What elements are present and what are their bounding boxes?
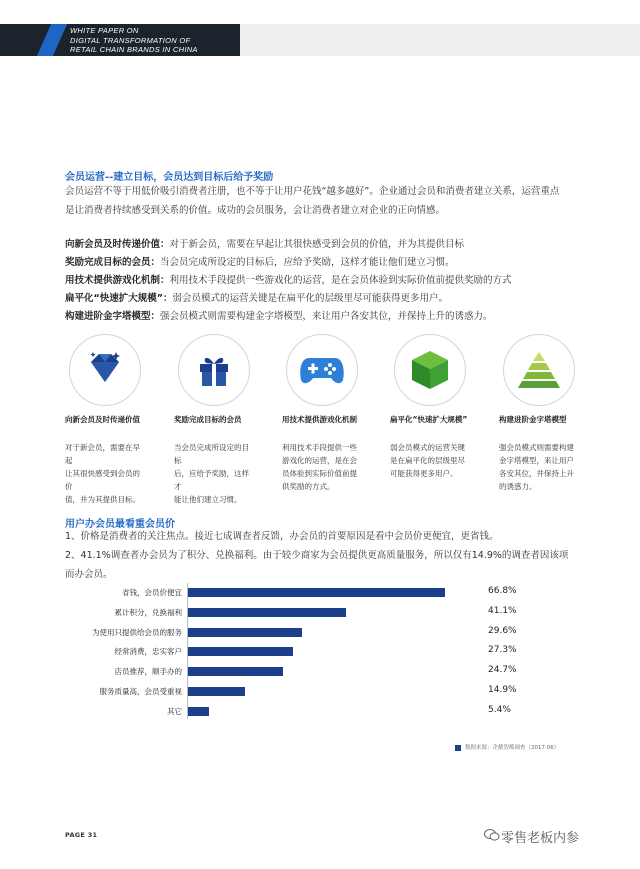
section1-title: 会员运营--建立目标，会员达到目标后给予奖励	[65, 172, 274, 183]
banner-title-line3: RETAIL CHAIN BRANDS IN CHINA	[70, 45, 198, 54]
pyramid-icon	[517, 350, 561, 390]
chart-source	[455, 743, 559, 751]
bar	[188, 628, 302, 637]
strategy-key: 扁平化“快速扩大规模”：	[65, 293, 173, 304]
bar	[188, 588, 445, 597]
section2-point1: 1、价格是消费者的关注焦点。接近七成调查者反馈，办会员的首要原因是看中会员价更便宜，更省钱。	[65, 531, 499, 542]
bar-value-label: 27.3%	[488, 645, 517, 656]
card-text-line: 员体验到实际价值前提	[282, 469, 357, 478]
card-text	[282, 441, 364, 493]
card-text-line: 值，并为其提供目标。	[65, 495, 140, 504]
card-text-line: 的诱惑力。	[499, 482, 537, 491]
strategy-item	[65, 308, 493, 326]
source-marker	[455, 745, 461, 751]
strategy-item	[65, 272, 512, 290]
bar-label: 经常消费，忠实客户	[114, 647, 182, 657]
section1-para-line1: 会员运营不等于用低价吸引消费者注册，也不等于让用户花钱“越多越好”。企业通过会员和消费者建立关系，运营重点	[65, 186, 560, 197]
strategy-card-pyramid	[499, 334, 579, 493]
card-text-line: 金字塔模型，来让用户	[499, 456, 574, 465]
strategy-text: 当会员完成所设定的目标后，应给予奖励，这样才能让他们建立习惯。	[160, 257, 455, 268]
strategy-key: 向新会员及时传递价值：	[65, 239, 170, 250]
card-text-line: 对于新会员，需要在早起	[65, 443, 140, 465]
strategy-item	[65, 290, 448, 308]
strategy-card-diamond	[65, 334, 145, 506]
bar-label: 为使用只提供给会员的服务	[92, 627, 182, 637]
card-text-line: 供奖励的方式。	[282, 482, 335, 491]
source-text: 数据来源：企鹅智酷调查（2017.06）	[465, 745, 560, 751]
icon-circle	[286, 334, 358, 406]
card-text-line: 弱会员模式的运营关键	[390, 443, 465, 452]
card-text-line: 可能获得更多用户。	[390, 469, 458, 478]
section1-para-line2: 是让消费者持续感受到关系的价值。成功的会员服务，会让消费者建立对企业的正向情感。	[65, 205, 446, 216]
strategy-card-gamepad	[282, 334, 362, 493]
section2-point2-line2: 而办会员。	[65, 569, 113, 580]
strategy-text: 弱会员模式的运营关键是在扁平化的层级里尽可能获得更多用户。	[172, 293, 449, 304]
bar-label: 店员推荐，顺手办的	[114, 667, 182, 677]
card-text-line: 让其很快感受到会员的价	[65, 469, 140, 491]
card-title: 向新会员及时传递价值	[65, 415, 140, 424]
icon-circle	[69, 334, 141, 406]
bar-label: 累计积分，兑换福利	[114, 607, 182, 617]
card-text	[390, 441, 472, 480]
watermark-text: 零售老板内参	[501, 831, 580, 846]
card-text	[174, 441, 256, 506]
banner-title-line1: WHITE PAPER ON	[70, 26, 139, 35]
strategy-text: 利用技术手段提供一些游戏化的运营，是在会员体验到实际价值前提供奖励的方式	[169, 275, 512, 286]
banner-title-line2: DIGITAL TRANSFORMATION OF	[70, 35, 191, 45]
bar-label: 其它	[167, 706, 182, 716]
strategy-card-gift	[174, 334, 254, 506]
strategy-text: 强会员模式则需要构建金字塔模型，来让用户各安其位，并保持上升的诱惑力。	[160, 311, 493, 322]
strategy-text: 对于新会员，需要在早起让其很快感受到会员的价值，并为其提供目标	[169, 239, 465, 250]
bar-value-label: 66.8%	[488, 586, 517, 596]
card-title: 构建进阶金字塔模型	[499, 415, 567, 424]
card-text-line: 后，应给予奖励，这样才	[174, 469, 249, 491]
bar	[188, 608, 346, 617]
bar-value-label: 5.4%	[488, 704, 511, 715]
page-number: PAGE 31	[65, 831, 98, 839]
card-title: 奖励完成目标的会员	[174, 415, 242, 424]
strategy-key: 构建进阶金字塔模型：	[65, 311, 161, 322]
strategy-card-cube	[390, 334, 470, 480]
icon-circle	[394, 334, 466, 406]
icon-circle	[503, 334, 575, 406]
strategy-key: 用技术提供游戏化机制：	[65, 275, 170, 286]
icon-circle	[178, 334, 250, 406]
card-text	[499, 441, 581, 493]
banner-title	[70, 26, 198, 55]
wechat-icon	[484, 828, 500, 842]
bar-label: 服务质量高，会员受重视	[99, 687, 182, 696]
card-text-line: 是在扁平化的层级里尽	[390, 456, 465, 465]
card-title: 用技术提供游戏化机制	[282, 415, 357, 424]
strategy-item	[65, 254, 455, 272]
bar	[188, 647, 293, 656]
card-text-line: 强会员模式则需要构建	[499, 443, 574, 452]
banner-light-band	[212, 24, 640, 56]
cube-icon	[410, 349, 450, 391]
bar	[188, 667, 283, 676]
bar	[188, 707, 209, 716]
bar-value-label: 24.7%	[488, 665, 517, 676]
section2-title: 用户办会员最看重会员价	[65, 519, 175, 530]
section1-paragraph	[65, 182, 585, 220]
strategy-key: 奖励完成目标的会员：	[65, 257, 161, 268]
card-text-line: 各安其位，并保持上升	[499, 469, 574, 478]
card-text-line: 能让他们建立习惯。	[174, 495, 242, 504]
card-text-line: 当会员完成所设定的目标	[174, 443, 249, 465]
card-text-line: 利用技术手段提供一些	[282, 443, 357, 452]
gift-icon	[194, 350, 234, 390]
gamepad-icon	[299, 354, 345, 386]
bar-value-label: 29.6%	[488, 625, 517, 636]
bar-label: 省钱，会员价便宜	[122, 588, 182, 597]
bar-value-label: 14.9%	[488, 685, 517, 695]
diamond-icon	[83, 350, 127, 390]
card-text-line: 游戏化的运营，是在会	[282, 456, 357, 465]
section2-point2-line1: 2、41.1%调查者办会员为了积分、兑换福利。由于较少商家为会员提供更高质量服务，所以仅有14.9%的调查者因该项	[65, 550, 569, 561]
card-title: 扁平化“快速扩大规模”	[390, 415, 468, 424]
strategy-item	[65, 236, 464, 254]
bar-value-label: 41.1%	[488, 605, 517, 616]
card-text	[65, 441, 147, 506]
header-banner	[0, 0, 640, 56]
bar	[188, 687, 245, 696]
